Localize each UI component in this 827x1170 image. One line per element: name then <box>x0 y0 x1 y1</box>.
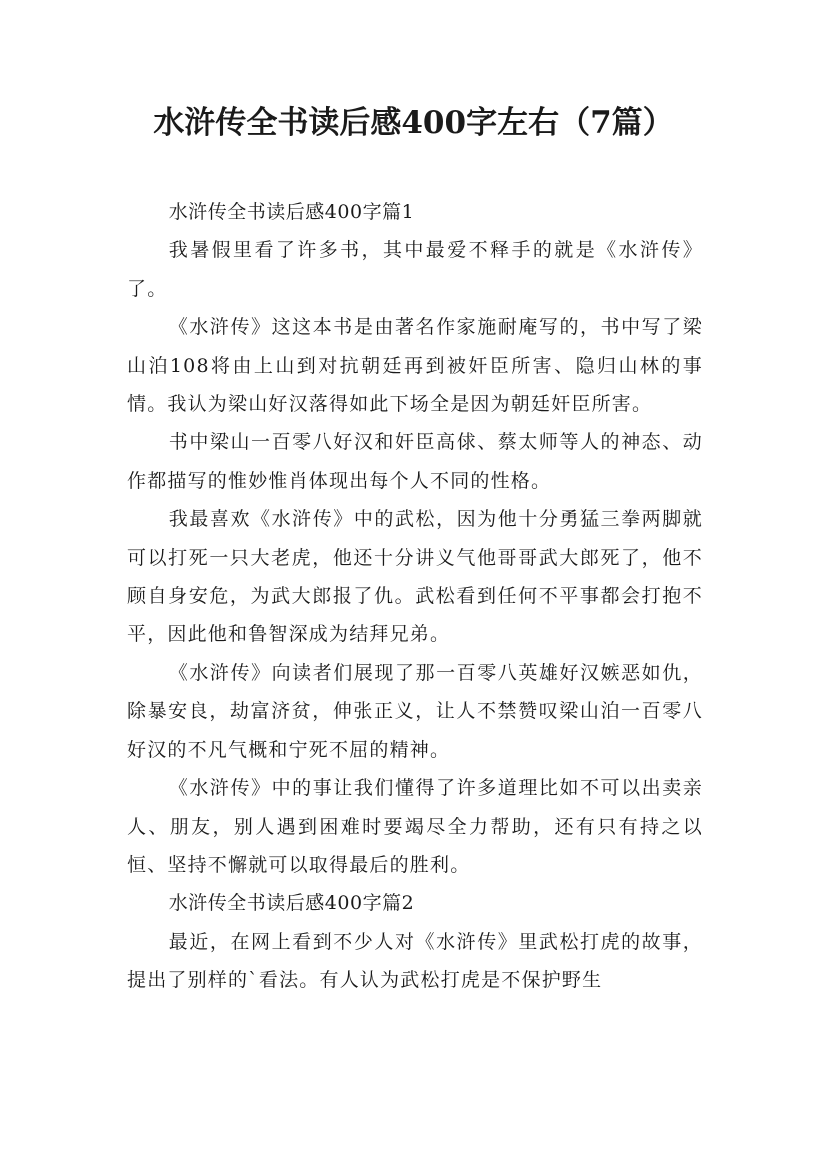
paragraph: 《水浒传》向读者们展现了那一百零八英雄好汉嫉恶如仇，除暴安良，劫富济贫，伸张正义，让人不禁赞叹梁山泊一百零八好汉的不凡气概和宁死不屈的精神。 <box>127 661 703 761</box>
paragraph: 我最喜欢《水浒传》中的武松，因为他十分勇猛三拳两脚就可以打死一只大老虎，他还十分讲义气他哥哥武大郎死了，他不顾自身安危，为武大郎报了仇。武松看到任何不平事都会打抱不平，因此他和鲁智深成为结拜兄弟。 <box>127 508 703 646</box>
document-title: 水浒传全书读后感400字左右（7篇） <box>153 105 674 141</box>
section-heading: 水浒传全书读后感400字篇1 <box>168 201 415 223</box>
paragraph: 《水浒传》这这本书是由著名作家施耐庵写的，书中写了梁山泊108将由上山到对抗朝廷再到被奸臣所害、隐归山林的事情。我认为梁山好汉落得如此下场全是因为朝廷奸臣所害。 <box>127 316 703 416</box>
paragraph: 《水浒传》中的事让我们懂得了许多道理比如不可以出卖亲人、朋友，别人遇到困难时要竭尽全力帮助，还有只有持之以恒、坚持不懈就可以取得最后的胜利。 <box>127 777 703 876</box>
paragraph: 我暑假里看了许多书，其中最爱不释手的就是《水浒传》了。 <box>127 239 703 300</box>
section-heading: 水浒传全书读后感400字篇2 <box>168 892 415 915</box>
paragraph: 最近，在网上看到不少人对《水浒传》里武松打虎的故事，提出了别样的`看法。有人认为武松打虎是不保护野生 <box>127 930 703 992</box>
document-body <box>127 193 703 1000</box>
paragraph: 书中梁山一百零八好汉和奸臣高俅、蔡太师等人的神态、动作都描写的惟妙惟肖体现出每个人不同的性格。 <box>127 431 703 492</box>
